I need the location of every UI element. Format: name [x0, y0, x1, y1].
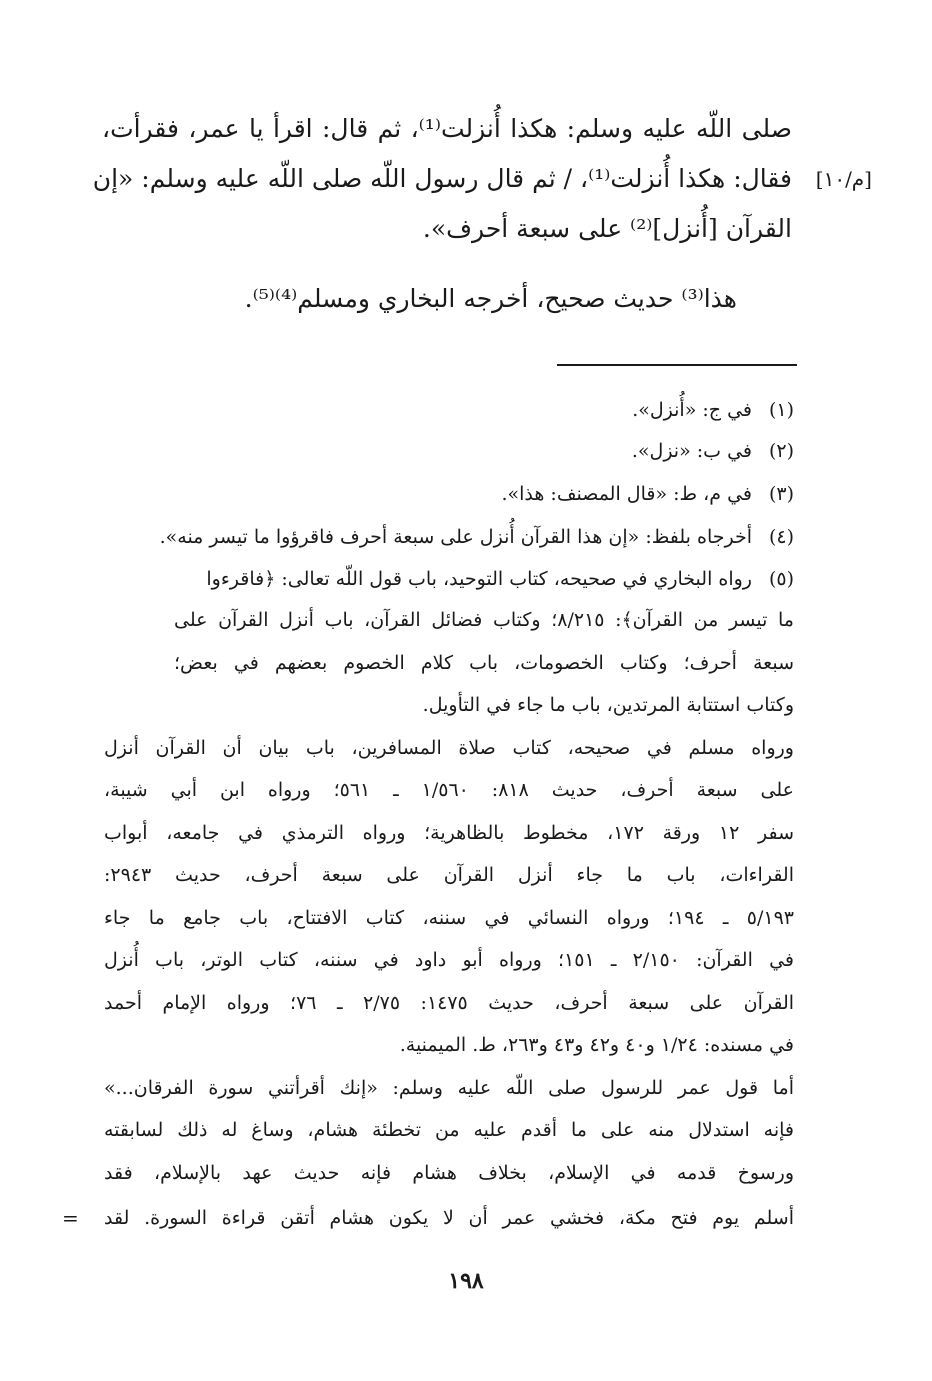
footnote-number: (١) — [768, 399, 794, 421]
footnote-text: رواه البخاري في صحيحه، كتاب التوحيد، باب قول اللّه تعالى: ﴿فاقرءوا — [206, 568, 752, 590]
footnote-5-line: في القرآن: ٢/١٥٠ ـ ١٥١؛ ورواه أبو داود في سننه، كتاب الوتر، باب أُنزل — [104, 949, 794, 971]
footnote-number: (٢) — [768, 440, 794, 462]
footnote-5-line: سفر ١٢ ورقة ١٧٢، مخطوط بالظاهرية؛ ورواه الترمذي في جامعه، أبواب — [104, 822, 795, 844]
page-number: ١٩٨ — [448, 1268, 484, 1294]
footnote-1 — [0, 397, 932, 423]
footnote-5 — [0, 566, 932, 592]
footnote-divider — [557, 364, 797, 366]
main-text-line-1: صلى اللّه عليه وسلم: هكذا أُنزلت⁽¹⁾، ثم قال: اقرأ يا عمر، فقرأت، — [102, 114, 792, 143]
footnote-5-line: ورواه مسلم في صحيحه، كتاب صلاة المسافرين، باب بيان أن القرآن أنزل — [104, 737, 794, 759]
footnote-text: في ج: «أُنزل». — [632, 399, 752, 421]
footnote-5-line: القراءات، باب ما جاء أنزل القرآن على سبعة أحرف، حديث ٢٩٤٣: — [104, 864, 794, 886]
footnote-3 — [0, 481, 932, 507]
manuscript-page-reference: [م/١٠] — [815, 167, 872, 191]
footnote-5-line: سبعة أحرف؛ وكتاب الخصومات، باب كلام الخصوم بعضهم في بعض؛ — [174, 652, 794, 674]
footnote-5-line: ٥/١٩٣ ـ ١٩٤؛ ورواه النسائي في سننه، كتاب الافتتاح، باب جامع ما جاء — [104, 907, 794, 929]
footnote-5-line: أسلم يوم فتح مكة، فخشي عمر أن لا يكون هشام أتقن قراءة السورة. لقد — [104, 1207, 794, 1229]
footnote-5-line: فإنه استدلال منه على ما أقدم عليه من تخطئة هشام، وساغ له ذلك لسابقته — [104, 1119, 794, 1141]
hadith-grade-line: هذا⁽³⁾ حديث صحيح، أخرجه البخاري ومسلم⁽⁴⁾⁽⁵⁾. — [244, 284, 737, 313]
footnote-2 — [0, 438, 932, 464]
footnote-5-line: على سبعة أحرف، حديث ٨١٨: ١/٥٦٠ ـ ٥٦١؛ ورواه ابن أبي شيبة، — [104, 779, 794, 801]
footnote-number: (٣) — [768, 483, 794, 505]
footnote-5-line: القرآن على سبعة أحرف، حديث ١٤٧٥: ٢/٧٥ ـ ٧٦؛ ورواه الإمام أحمد — [104, 992, 795, 1014]
continuation-mark: = — [62, 1206, 79, 1230]
footnote-text: في م، ط: «قال المصنف: هذا». — [501, 483, 752, 505]
main-text-line-2: فقال: هكذا أُنزلت⁽¹⁾، / ثم قال رسول اللّه صلى اللّه عليه وسلم: «إن — [92, 164, 792, 193]
footnote-5-line: في مسنده: ١/٢٤ و٤٠ و٤٢ و٤٣ و٢٦٣، ط. الميمنية. — [399, 1034, 794, 1056]
footnote-5-line: ورسوخ قدمه في الإسلام، بخلاف هشام فإنه حديث عهد بالإسلام، فقد — [104, 1162, 794, 1184]
footnote-text: في ب: «نزل». — [631, 440, 752, 462]
footnote-number: (٥) — [768, 568, 794, 590]
footnote-text: أخرجاه بلفظ: «إن هذا القرآن أُنزل على سبعة أحرف فاقرؤوا ما تيسر منه». — [159, 526, 752, 548]
footnote-4 — [0, 524, 932, 550]
footnote-5-line: وكتاب استتابة المرتدين، باب ما جاء في التأويل. — [422, 694, 794, 716]
footnote-5-line: أما قول عمر للرسول صلى اللّه عليه وسلم: «إنك أقرأتني سورة الفرقان...» — [104, 1077, 794, 1099]
main-text-line-3: القرآن [أُنزل]⁽²⁾ على سبعة أحرف». — [422, 214, 792, 243]
footnote-5-line: ما تيسر من القرآن﴾: ٨/٢١٥؛ وكتاب فضائل القرآن، باب أنزل القرآن على — [174, 609, 794, 631]
footnote-number: (٤) — [768, 526, 794, 548]
